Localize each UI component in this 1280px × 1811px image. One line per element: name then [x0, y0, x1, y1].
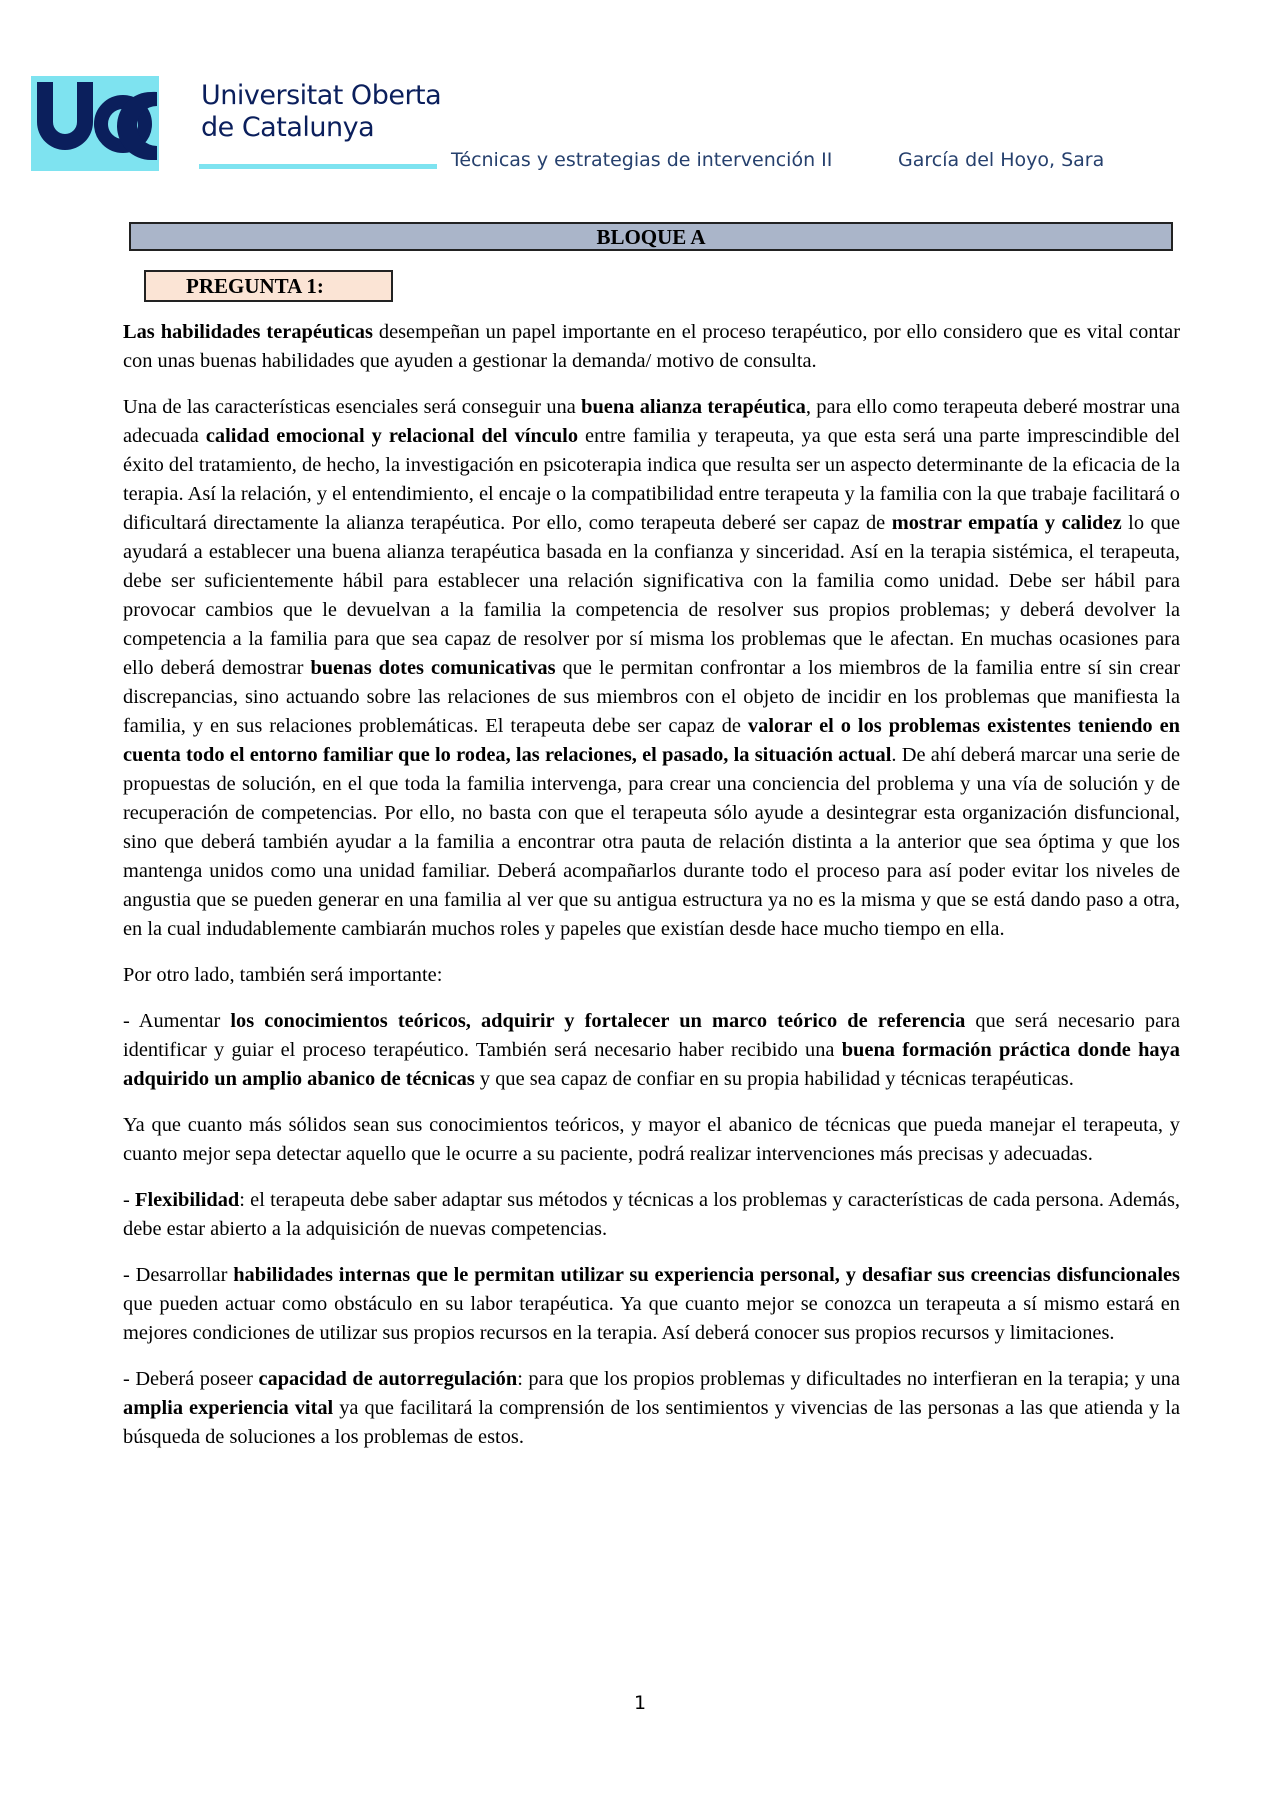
document-body [123, 318, 1180, 1469]
text-run: ya que facilitará la comprensión de los sentimientos y vivencias de las personas a las que atienda y la búsqueda de soluciones a los problemas de estos. [123, 1397, 1180, 1448]
text-run: - [123, 1189, 136, 1211]
bold-text: buena formación práctica donde haya adquirido un amplio abanico de técnicas [123, 1039, 1180, 1090]
bold-text: valorar el o los problemas existentes teniendo en cuenta todo el entorno familiar que lo rodea, las relaciones, el pasado, la situación actual [123, 715, 1180, 766]
bold-text: amplia experiencia vital [123, 1397, 334, 1419]
text-run: y que sea capaz de confiar en su propia habilidad y técnicas terapéuticas. [474, 1068, 1074, 1090]
logo-line-1: Universitat Oberta [201, 80, 442, 111]
logo-underline [199, 164, 437, 169]
paragraph [123, 1111, 1180, 1169]
text-run: : para que los propios problemas y dificultades no interfieran en la terapia; y una [517, 1368, 1180, 1390]
text-run: Ya que cuanto más sólidos sean sus conocimientos teóricos, y mayor el abanico de técnicas que pueda manejar el terapeuta, y cuanto mejor sepa detectar aquello que le ocurre a su paciente, podrá realizar intervenciones más precisas y adecuadas. [123, 1114, 1180, 1165]
text-run: , para ello como terapeuta deberé mostrar una adecuada [123, 396, 1180, 447]
uoc-letters-icon [35, 78, 159, 170]
header-author: García del Hoyo, Sara [898, 149, 1105, 171]
bold-text: Las habilidades terapéuticas [123, 321, 373, 343]
bold-text: calidad emocional y relacional del vínculo [205, 425, 579, 447]
text-run: desempeñan un papel importante en el proceso terapéutico, por ello considero que es vital contar con unas buenas habilidades que ayuden a gestionar la demanda/ motivo de consulta. [123, 321, 1180, 372]
text-run: que le permitan confrontar a los miembros de la familia entre sí sin crear discrepancias, sino actuando sobre las relaciones de sus miembros con el objeto de incidir en los problemas que manifiesta la familia, y en sus relaciones problemáticas. El terapeuta debe ser capaz de [123, 657, 1181, 737]
paragraph [123, 1186, 1180, 1244]
section-bloque-header: BLOQUE A [129, 222, 1173, 251]
text-run: : el terapeuta debe saber adaptar sus métodos y técnicas a los problemas y características de cada persona. Además, debe estar abierto a la adquisición de nuevas competencias. [123, 1189, 1181, 1240]
paragraph [123, 393, 1180, 944]
paragraph [123, 1365, 1180, 1452]
uoc-logo-mark [31, 76, 159, 171]
bold-text: los conocimientos teóricos, adquirir y fortalecer un marco teórico de referencia [230, 1010, 966, 1032]
text-run: que pueden actuar como obstáculo en su labor terapéutica. Ya que cuanto mejor se conozca un terapeuta a sí mismo estará en mejores condiciones de utilizar sus propios recursos en la terapia. Así deberá conocer sus propios recursos y limitaciones. [123, 1293, 1180, 1344]
text-run: que será necesario para identificar y guiar el proceso terapéutico. También será necesario haber recibido una [123, 1010, 1180, 1061]
page-number: 1 [633, 1692, 647, 1714]
paragraph [123, 1007, 1180, 1094]
uoc-wordmark [159, 76, 442, 171]
text-run: entre familia y terapeuta, ya que esta será una parte imprescindible del éxito del tratamiento, de hecho, la investigación en psicoterapia indica que resulta ser un aspecto determinante de la eficacia de la terapia. Así la relación, y el entendimiento, el encaje o la compatibilidad entre terapeuta y la familia con la que trabaje facilitará o dificultará directamente la alianza terapéutica. Por ello, como terapeuta deberé ser capaz de [123, 425, 1180, 534]
paragraph [123, 1261, 1180, 1348]
bold-text: habilidades internas que le permitan utilizar su experiencia personal, y desafiar sus creencias disfuncionales [233, 1264, 1180, 1286]
text-run: - Desarrollar [123, 1264, 234, 1286]
header-course-title: Técnicas y estrategias de intervención II [451, 149, 833, 171]
text-run: Una de las características esenciales será conseguir una [123, 396, 582, 418]
bold-text: mostrar empatía y calidez [891, 512, 1122, 534]
text-run: lo que ayudará a establecer una buena alianza terapéutica basada en la confianza y sinceridad. Así en la terapia sistémica, el terapeuta, debe ser suficientemente hábil para establecer una relación significativa con la familia como unidad. Debe ser hábil para provocar cambios que le devuelvan a la familia la competencia de resolver sus propios problemas; y deberá devolver la competencia a la familia para que sea capaz de resolver por sí misma los problemas que le afectan. En muchas ocasiones para ello deberá demostrar [123, 512, 1180, 679]
bold-text: buenas dotes comunicativas [310, 657, 556, 679]
paragraph [123, 961, 1180, 990]
paragraph [123, 318, 1180, 376]
text-run: - Aumentar [123, 1010, 231, 1032]
text-run: . De ahí deberá marcar una serie de propuestas de solución, en el que toda la familia intervenga, para crear una conciencia del problema y una vía de solución y de recuperación de competencias. Por ello, no basta con que el terapeuta sólo ayude a desintegrar esta organización disfuncional, sino que deberá también ayudar a la familia a encontrar otra pauta de relación distinta a la anterior que sea óptima y que los mantenga unidos como una unidad familiar. Deberá acompañarlos durante todo el proceso para así poder evitar los niveles de angustia que se pueden generar en una familia al ver que su antigua estructura ya no es la misma y que se está dando paso a otra, en la cual indudablemente cambiarán muchos roles y papeles que existían desde hace mucho tiempo en ella. [123, 744, 1181, 940]
bold-text: Flexibilidad [135, 1189, 240, 1211]
text-run: Por otro lado, también será importante: [123, 964, 443, 986]
text-run: - Deberá poseer [123, 1368, 259, 1390]
question-label: PREGUNTA 1: [144, 270, 393, 302]
uoc-logo [31, 76, 442, 171]
bold-text: buena alianza terapéutica [581, 396, 806, 418]
logo-line-2: de Catalunya [201, 112, 375, 143]
bold-text: capacidad de autorregulación [258, 1368, 518, 1390]
